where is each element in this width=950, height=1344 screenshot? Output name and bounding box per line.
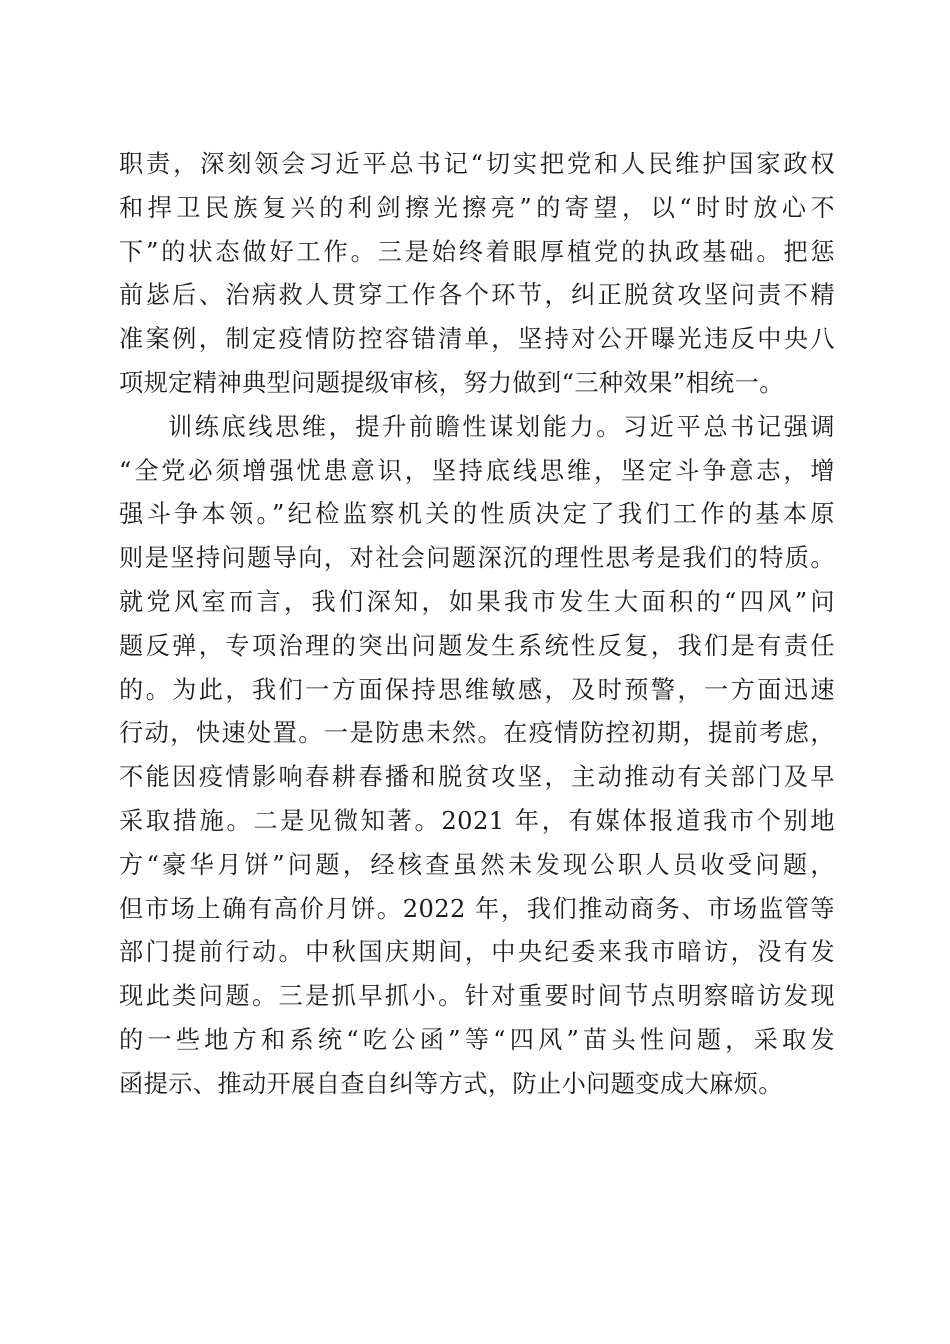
text-line: 部门提前行动。中秋国庆期间，中央纪委来我市暗访，没有发 <box>119 938 835 967</box>
text-line: 强斗争本领。”纪检监察机关的性质决定了我们工作的基本原 <box>119 500 835 529</box>
text-line: 的一些地方和系统“吃公函”等“四风”苗头性问题，采取发 <box>119 1025 835 1054</box>
text-line: “全党必须增强忧患意识，坚持底线思维，坚定斗争意志，增 <box>119 456 835 485</box>
text-line: 就党风室而言，我们深知，如果我市发生大面积的“四风”问 <box>119 587 835 616</box>
document-body-text <box>119 143 835 1107</box>
text-line: 行动，快速处置。一是防患未然。在疫情防控初期，提前考虑， <box>119 719 835 748</box>
text-line: 和捍卫民族复兴的利剑擦光擦亮”的寄望，以“时时放心不 <box>119 193 835 222</box>
text-line: 函提示、推动开展自查自纠等方式，防止小问题变成大麻烦。 <box>119 1069 783 1098</box>
text-line: 则是坚持问题导向，对社会问题深沉的理性思考是我们的特质。 <box>119 544 835 573</box>
text-line: 项规定精神典型问题提级审核，努力做到“三种效果”相统一。 <box>119 368 784 397</box>
text-line: 采取措施。二是见微知著。2021 年，有媒体报道我市个别地 <box>119 806 835 835</box>
text-line: 前毖后、治病救人贯穿工作各个环节，纠正脱贫攻坚问责不精 <box>119 281 835 310</box>
text-line: 职责，深刻领会习近平总书记“切实把党和人民维护国家政权 <box>119 150 835 178</box>
text-line: 题反弹，专项治理的突出问题发生系统性反复，我们是有责任 <box>119 631 835 660</box>
text-line: 但市场上确有高价月饼。2022 年，我们推动商务、市场监管等 <box>119 894 835 923</box>
text-line: 下”的状态做好工作。三是始终着眼厚植党的执政基础。把惩 <box>119 237 835 266</box>
text-line: 现此类问题。三是抓早抓小。针对重要时间节点明察暗访发现 <box>119 982 835 1011</box>
text-line: 训练底线思维，提升前瞻性谋划能力。习近平总书记强调 <box>168 412 835 441</box>
text-line: 的。为此，我们一方面保持思维敏感，及时预警，一方面迅速 <box>119 675 835 704</box>
text-line: 准案例，制定疫情防控容错清单，坚持对公开曝光违反中央八 <box>119 325 835 354</box>
text-line: 不能因疫情影响春耕春播和脱贫攻坚，主动推动有关部门及早 <box>119 763 835 792</box>
text-line: 方“豪华月饼”问题，经核查虽然未发现公职人员收受问题， <box>119 850 835 879</box>
